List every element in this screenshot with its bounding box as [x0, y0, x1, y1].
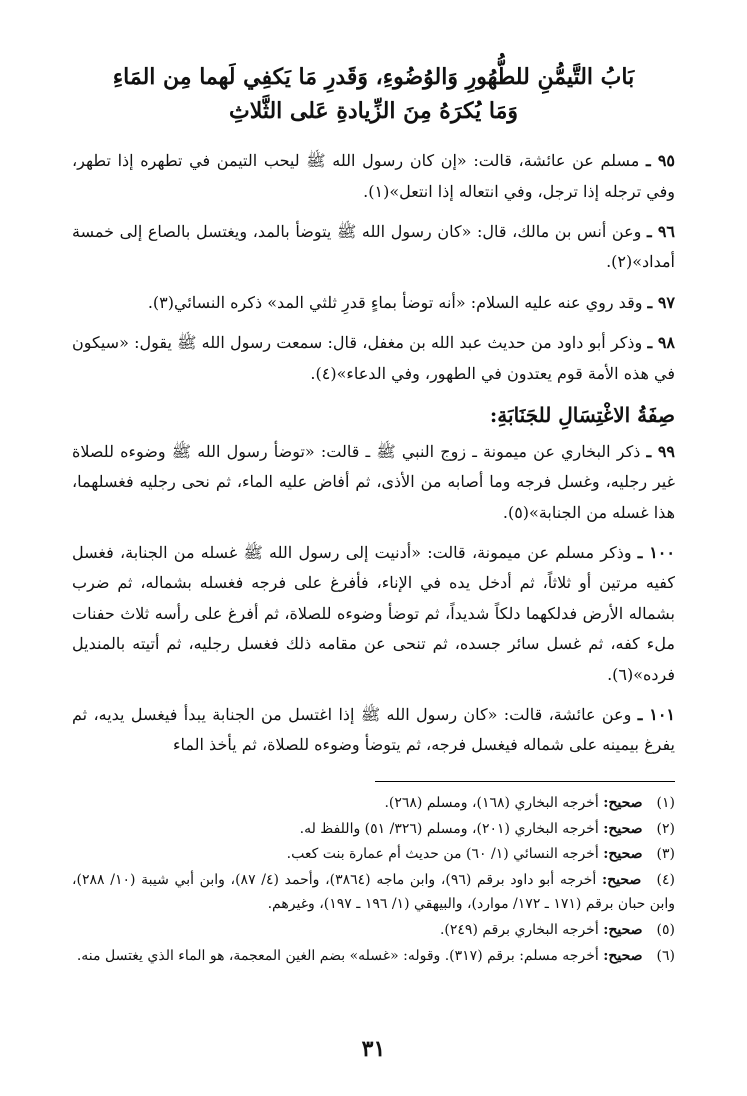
- hadith-number: ٩٦ ـ: [647, 221, 675, 241]
- footnote-number: (٥): [656, 921, 675, 938]
- footnote-number: (٤): [656, 872, 675, 889]
- page-content: [72, 60, 675, 970]
- hadith-paragraph: [72, 146, 675, 207]
- footnote: [72, 945, 675, 969]
- hadith-number: ٩٥ ـ: [645, 151, 675, 171]
- chapter-title-line-1: بَابُ التَّيمُّنِ للطُّهُورِ وَالوُضُوءِ، وَقَدرِ مَا يَكفِي لَهما مِن المَاءِ: [112, 64, 635, 90]
- footnote-number: (٣): [656, 846, 675, 863]
- footnote-text: أخرجه البخاري (٢٠١)، ومسلم (٣٢٦/ ٥١) واللفظ له.: [299, 820, 599, 837]
- hadith-number: ٩٨ ـ: [647, 333, 675, 353]
- footnote-divider: [375, 781, 675, 782]
- hadith-text: وقد روي عنه عليه السلام: «أنه توضأ بماءٍ قدرِ ثلثي المد» ذكره النسائي(٣).: [147, 292, 643, 312]
- footnote-grade: صحيح:: [603, 921, 643, 938]
- hadith-paragraph: [72, 288, 675, 318]
- hadith-number: ١٠١ ـ: [637, 705, 675, 725]
- hadith-text: وذكر أبو داود من حديث عبد الله بن مغفل، قال: سمعت رسول الله ﷺ يقول: «سيكون في هذه الأمة قوم يعتدون في الطهور، وفي الدعاء»(٤).: [72, 333, 675, 383]
- hadith-paragraph: [72, 700, 675, 761]
- footnote-number: (٦): [656, 947, 675, 964]
- footnote: [72, 818, 675, 842]
- hadith-text: وذكر مسلم عن ميمونة، قالت: «أدنيت إلى رسول الله ﷺ غسله من الجنابة، فغسل كفيه مرتين أو ثلاثاً، ثم أدخل يده في الإناء، فأفرغ على فرجه فغسله بشماله، ثم ضرب بشماله الأرض فدلكهما دلكاً شديداً، ثم توضأ وضوءه للصلاة، ثم أفرغ على رأسه ثلاث حفنات ملء كفه، ثم غسل سائر جسده، ثم تنحى عن مقامه ذلك فغسل رجليه، ثم أتيته بالمنديل فرده»(٦).: [72, 543, 675, 684]
- footnote-text: أخرجه البخاري برقم (٢٤٩).: [439, 921, 599, 938]
- footnotes: [72, 792, 675, 969]
- page-number: ٣١: [361, 1036, 386, 1062]
- hadith-paragraph: [72, 217, 675, 278]
- footnote-grade: صحيح:: [603, 820, 643, 837]
- footnote-text: أخرجه مسلم: برقم (٣١٧). وقوله: «غسله» بضم الغين المعجمة، هو الماء الذي يغتسل منه.: [76, 947, 599, 964]
- hadith-paragraph: [72, 538, 675, 690]
- chapter-title-line-2: وَمَا يُكرَهُ مِنَ الزِّيادةِ عَلى الثَّلاثِ: [228, 98, 519, 125]
- hadith-text: وعن أنس بن مالك، قال: «كان رسول الله ﷺ يتوضأ بالمد، ويغتسل بالصاع إلى خمسة أمداد»(٢).: [72, 221, 675, 272]
- hadith-number: ١٠٠ ـ: [637, 543, 675, 563]
- hadith-text: مسلم عن عائشة، قالت: «إن كان رسول الله ﷺ ليحب التيمن في تطهره إذا تطهر، وفي ترجله إذا ترجل، وفي انتعاله إذا انتعل»(١).: [72, 151, 675, 201]
- footnote: [72, 919, 675, 943]
- hadith-text: وعن عائشة، قالت: «كان رسول الله ﷺ إذا اغتسل من الجنابة يبدأ فيغسل يديه، ثم يفرغ بيمينه على شماله فيغسل فرجه، ثم يتوضأ وضوءه للصلاة، ثم يأخذ الماء: [72, 705, 675, 755]
- footnote: [72, 843, 675, 867]
- hadith-text: ذكر البخاري عن ميمونة ـ زوج النبي ﷺ ـ قالت: «توضأ رسول الله ﷺ وضوءه للصلاة غير رجليه، وغسل فرجه وما أصابه من الأذى، ثم أفاض عليه الماء، ثم نحى رجليه فغسلهما، هذا غسله من الجنابة»(٥).: [72, 441, 676, 522]
- footnote-text: أخرجه أبو داود برقم (٩٦)، وابن ماجه (٣٨٦٤)، وأحمد (٤/ ٨٧)، وابن أبي شيبة (١٠/ ٢٨٨)، وابن حبان برقم (١٧١ ـ ١٧٢/ موارد)، والبيهقي (١/ ١٩٦ ـ ١٩٧)، وغيرهم.: [72, 872, 675, 913]
- footnote-text: أخرجه البخاري (١٦٨)، ومسلم (٢٦٨).: [384, 794, 599, 811]
- footnote-grade: صحيح:: [603, 794, 643, 811]
- hadith-paragraph: [72, 437, 675, 528]
- footnote-grade: صحيح:: [603, 846, 643, 863]
- section-heading: صِفَةُ الاغْتِسَالِ للجَنَابَةِ:: [489, 402, 675, 427]
- footnote: [72, 869, 675, 917]
- footnote-number: (٢): [656, 820, 675, 837]
- hadith-number: ٩٩ ـ: [646, 441, 676, 461]
- hadith-number: ٩٧ ـ: [647, 292, 675, 312]
- chapter-title: [72, 60, 675, 128]
- footnote-grade: صحيح:: [601, 872, 642, 889]
- footnote: [72, 792, 675, 816]
- footnote-grade: صحيح:: [603, 947, 643, 964]
- footnote-number: (١): [656, 794, 675, 811]
- hadith-paragraph: [72, 328, 675, 389]
- footnote-text: أخرجه النسائي (١/ ٦٠) من حديث أم عمارة بنت كعب.: [286, 846, 599, 863]
